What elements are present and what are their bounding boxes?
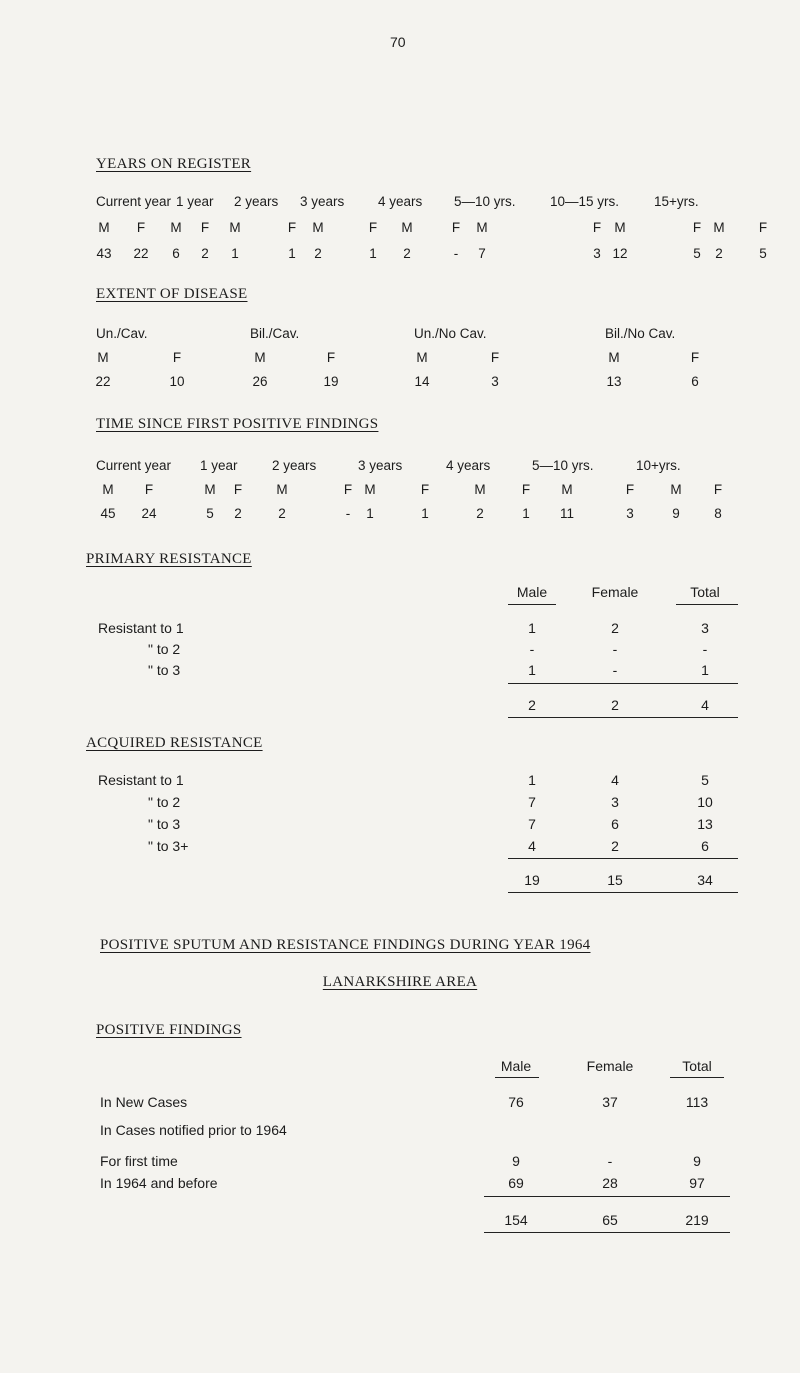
column-group-header: 4 years [446, 458, 491, 473]
table-cell: 3 [491, 374, 499, 389]
table-cell: 1 [421, 506, 429, 521]
section-heading: ACQUIRED RESISTANCE [86, 735, 263, 751]
sex-label: M [614, 220, 626, 235]
sex-label: F [521, 482, 531, 497]
table-cell: 5 [701, 772, 709, 788]
table-cell: 3 [626, 506, 634, 521]
row-label: " to 3 [148, 662, 181, 678]
sex-label: F [758, 220, 768, 235]
table-cell: 2 [234, 506, 242, 521]
column-group-header: 1 year [176, 194, 214, 209]
sex-label: M [416, 350, 428, 365]
column-group-header: 4 years [378, 194, 423, 209]
table-cell: - [453, 246, 459, 261]
sex-label: M [713, 220, 725, 235]
total-cell: 65 [602, 1212, 618, 1228]
table-cell: 2 [611, 838, 619, 854]
table-cell: 11 [559, 506, 574, 521]
table-cell: 9 [693, 1153, 701, 1169]
sex-label: M [102, 482, 114, 497]
table-cell: - [607, 1153, 613, 1169]
table-cell: 2 [314, 246, 322, 261]
table-cell: 1 [701, 662, 709, 678]
row-label: In New Cases [100, 1094, 188, 1110]
sex-label: F [287, 220, 297, 235]
column-group-header: 2 years [272, 458, 317, 473]
table-cell: 13 [606, 374, 622, 389]
section-heading: PRIMARY RESISTANCE [86, 551, 252, 567]
table-cell: - [702, 641, 708, 657]
sex-label: F [368, 220, 378, 235]
sex-label: F [592, 220, 602, 235]
column-group-header: 2 years [234, 194, 279, 209]
total-cell: 19 [524, 872, 540, 888]
row-label: " to 2 [148, 794, 181, 810]
column-group-header: 15+yrs. [654, 194, 699, 209]
column-group-header: Un./Cav. [96, 326, 148, 341]
table-cell: 7 [528, 816, 536, 832]
table-cell: 24 [141, 506, 157, 521]
table-cell: 22 [95, 374, 111, 389]
table-cell: 22 [133, 246, 149, 261]
sex-label: F [326, 350, 336, 365]
total-rule [484, 1232, 730, 1233]
table-cell: 6 [611, 816, 619, 832]
table-cell: 1 [288, 246, 296, 261]
sex-label: F [343, 482, 353, 497]
table-cell: 2 [403, 246, 411, 261]
table-cell: 4 [528, 838, 536, 854]
row-label: Resistant to 1 [98, 772, 184, 788]
column-header: Male [500, 1058, 532, 1074]
column-group-header: Bil./No Cav. [605, 326, 676, 341]
sex-label: M [670, 482, 682, 497]
column-group-header: Current year [96, 194, 172, 209]
table-cell: 113 [685, 1094, 709, 1110]
total-cell: 154 [504, 1212, 528, 1228]
header-underline [676, 604, 738, 605]
total-cell: 34 [697, 872, 713, 888]
table-cell: - [345, 506, 351, 521]
total-rule [508, 717, 738, 718]
column-group-header: 3 years [358, 458, 403, 473]
total-rule [484, 1196, 730, 1197]
table-cell: 6 [701, 838, 709, 854]
sex-label: F [690, 350, 700, 365]
table-cell: 5 [206, 506, 214, 521]
table-cell: 2 [476, 506, 484, 521]
sex-label: M [97, 350, 109, 365]
table-cell: 1 [528, 662, 536, 678]
area-title: LANARKSHIRE AREA [322, 974, 478, 990]
column-header: Total [682, 1058, 712, 1074]
table-cell: 1 [231, 246, 239, 261]
table-cell: 9 [672, 506, 680, 521]
column-header: Female [586, 1058, 634, 1074]
sex-label: F [233, 482, 243, 497]
total-cell: 219 [685, 1212, 709, 1228]
sex-label: F [420, 482, 430, 497]
column-header: Female [591, 584, 639, 600]
column-header: Total [690, 584, 720, 600]
table-cell: 13 [697, 816, 713, 832]
row-label: " to 2 [148, 641, 181, 657]
table-cell: 1 [522, 506, 530, 521]
sex-label: F [451, 220, 461, 235]
sex-label: M [276, 482, 288, 497]
table-cell: 43 [96, 246, 112, 261]
table-cell: 5 [693, 246, 701, 261]
sex-label: M [476, 220, 488, 235]
table-cell: 6 [691, 374, 699, 389]
sex-label: M [254, 350, 266, 365]
sex-label: F [200, 220, 210, 235]
table-cell: 5 [759, 246, 767, 261]
column-header: Male [516, 584, 548, 600]
page-section-title: POSITIVE SPUTUM AND RESISTANCE FINDINGS DURING YEAR 1964 [100, 937, 591, 953]
table-cell: 37 [602, 1094, 618, 1110]
total-cell: 2 [528, 697, 536, 713]
column-group-header: 10—15 yrs. [550, 194, 620, 209]
sex-label: M [474, 482, 486, 497]
row-label: " to 3+ [148, 838, 189, 854]
table-cell: - [529, 641, 535, 657]
sex-label: M [401, 220, 413, 235]
column-group-header: Current year [96, 458, 172, 473]
sex-label: F [172, 350, 182, 365]
sex-label: M [561, 482, 573, 497]
sex-label: M [98, 220, 110, 235]
table-cell: 1 [528, 772, 536, 788]
header-underline [495, 1077, 539, 1078]
sex-label: F [136, 220, 146, 235]
table-cell: 2 [715, 246, 723, 261]
sex-label: M [229, 220, 241, 235]
table-cell: 6 [172, 246, 180, 261]
table-cell: 1 [528, 620, 536, 636]
table-cell: 1 [369, 246, 377, 261]
sex-label: M [170, 220, 182, 235]
column-group-header: 5—10 yrs. [454, 194, 516, 209]
table-cell: 3 [701, 620, 709, 636]
table-cell: 2 [201, 246, 209, 261]
sex-label: M [312, 220, 324, 235]
table-cell: 2 [611, 620, 619, 636]
table-cell: 69 [508, 1175, 524, 1191]
table-cell: 3 [611, 794, 619, 810]
table-cell: 45 [100, 506, 116, 521]
sex-label: M [608, 350, 620, 365]
column-group-header: Un./No Cav. [414, 326, 487, 341]
table-cell: 4 [611, 772, 619, 788]
table-cell: 26 [252, 374, 268, 389]
table-cell: 76 [508, 1094, 524, 1110]
column-group-header: Bil./Cav. [250, 326, 300, 341]
table-cell: 10 [169, 374, 185, 389]
total-cell: 15 [607, 872, 623, 888]
table-cell: 2 [278, 506, 286, 521]
total-rule [508, 858, 738, 859]
table-cell: 7 [478, 246, 486, 261]
row-label: For first time [100, 1153, 178, 1169]
page-number: 70 [390, 34, 406, 50]
sex-label: F [625, 482, 635, 497]
table-cell: - [612, 662, 618, 678]
table-cell: - [612, 641, 618, 657]
table-cell: 12 [612, 246, 628, 261]
column-group-header: 10+yrs. [636, 458, 681, 473]
sex-label: M [364, 482, 376, 497]
table-cell: 8 [714, 506, 722, 521]
table-cell: 10 [697, 794, 713, 810]
section-heading: YEARS ON REGISTER [96, 156, 252, 172]
table-cell: 19 [323, 374, 339, 389]
sex-label: M [204, 482, 216, 497]
row-label: In 1964 and before [100, 1175, 218, 1191]
column-group-header: 3 years [300, 194, 345, 209]
section-heading: EXTENT OF DISEASE [96, 286, 248, 302]
column-group-header: 1 year [200, 458, 238, 473]
row-label: In Cases notified prior to 1964 [100, 1122, 287, 1138]
column-group-header: 5—10 yrs. [532, 458, 594, 473]
row-label: Resistant to 1 [98, 620, 184, 636]
sex-label: F [490, 350, 500, 365]
table-cell: 1 [366, 506, 374, 521]
table-cell: 28 [602, 1175, 618, 1191]
total-rule [508, 683, 738, 684]
total-cell: 2 [611, 697, 619, 713]
total-cell: 4 [701, 697, 709, 713]
header-underline [508, 604, 556, 605]
total-rule [508, 892, 738, 893]
table-cell: 9 [512, 1153, 520, 1169]
table-cell: 97 [689, 1175, 705, 1191]
sex-label: F [713, 482, 723, 497]
sex-label: F [144, 482, 154, 497]
section-heading: POSITIVE FINDINGS [96, 1022, 242, 1038]
section-heading: TIME SINCE FIRST POSITIVE FINDINGS [96, 416, 379, 432]
table-cell: 14 [414, 374, 430, 389]
row-label: " to 3 [148, 816, 181, 832]
table-cell: 7 [528, 794, 536, 810]
table-cell: 3 [593, 246, 601, 261]
header-underline [670, 1077, 724, 1078]
sex-label: F [692, 220, 702, 235]
